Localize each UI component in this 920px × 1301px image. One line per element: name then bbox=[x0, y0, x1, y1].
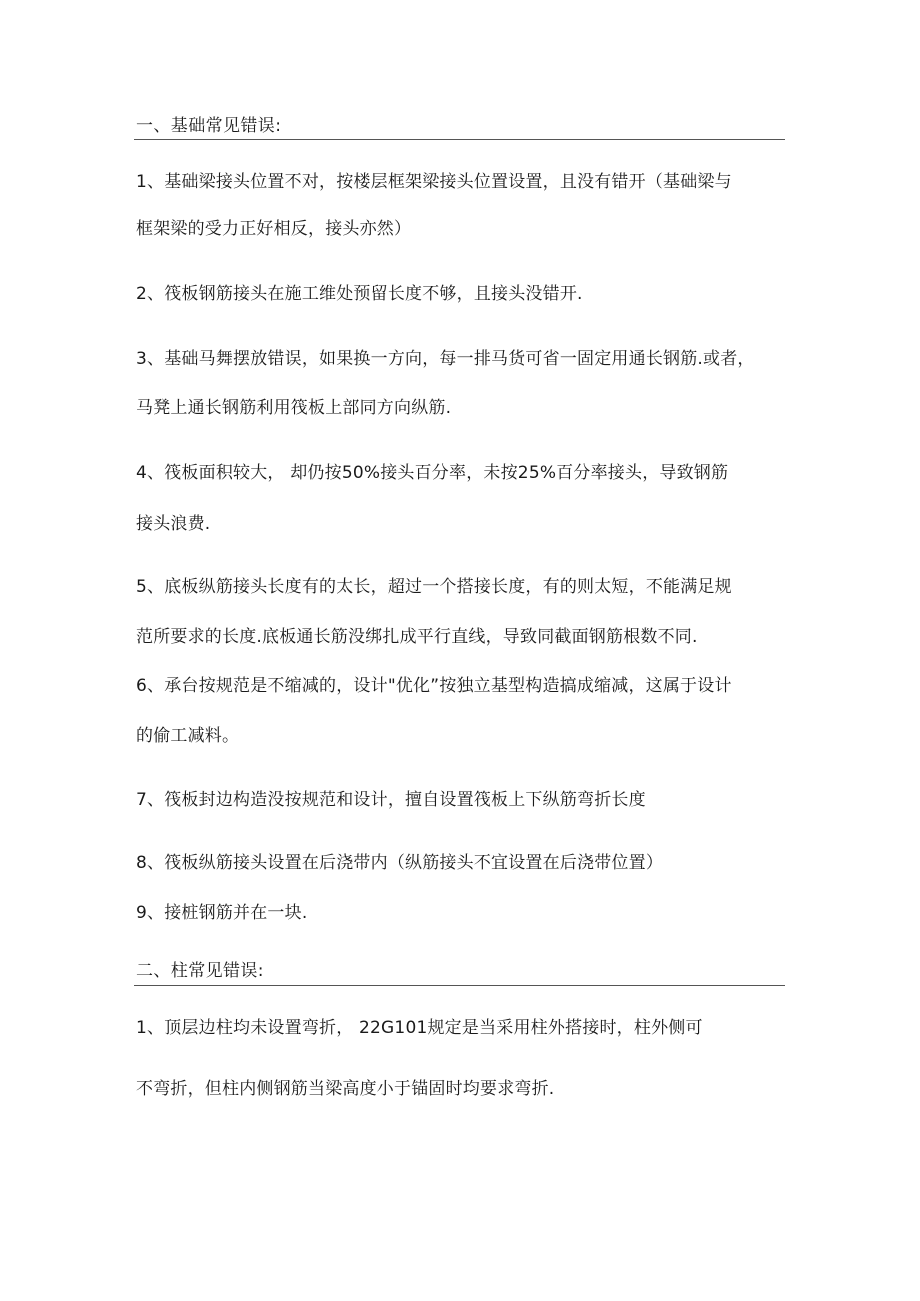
item-line: 的偷工减料。 bbox=[136, 726, 240, 746]
item-line: 范所要求的长度.底板通长筋没绑扎成平行直线，导致同截面钢筋根数不同. bbox=[136, 627, 698, 647]
section-1-heading: 一、基础常见错误: bbox=[136, 116, 282, 136]
section-1-rule bbox=[134, 139, 785, 140]
item-line: 6、承台按规范是不缩减的，设计"优化”按独立基型构造搞成缩减，这属于设计 bbox=[136, 676, 732, 696]
section-2-rule bbox=[134, 985, 785, 986]
section-2-heading: 二、柱常见错误: bbox=[136, 961, 264, 981]
item-line: 不弯折，但柱内侧钢筋当梁高度小于锚固时均要求弯折. bbox=[136, 1079, 555, 1099]
item-line: 7、筏板封边构造没按规范和设计，擅自设置筏板上下纵筋弯折长度 bbox=[136, 790, 646, 810]
item-line: 8、筏板纵筋接头设置在后浇带内（纵筋接头不宜设置在后浇带位置） bbox=[136, 853, 664, 873]
item-line: 3、基础马舞摆放错误，如果换一方向，每一排马货可省一固定用通长钢筋.或者， bbox=[136, 349, 755, 369]
item-line: 5、底板纵筋接头长度有的太长，超过一个搭接长度，有的则太短，不能满足规 bbox=[136, 577, 732, 597]
item-line: 1、基础梁接头位置不对，按楼层框架梁接头位置设置，且没有错开（基础梁与 bbox=[136, 172, 732, 192]
item-line: 2、筏板钢筋接头在施工维处预留长度不够，且接头没错开. bbox=[136, 284, 583, 304]
item-line: 框架梁的受力正好相反，接头亦然） bbox=[136, 219, 412, 239]
item-line: 接头浪费. bbox=[136, 514, 211, 534]
item-line: 1、顶层边柱均未设置弯折， 22G101规定是当采用柱外搭接时，柱外侧可 bbox=[136, 1018, 703, 1038]
item-line: 4、筏板面积较大， 却仍按50%接头百分率，未按25%百分率接头，导致钢筋 bbox=[136, 463, 729, 483]
item-line: 马凳上通长钢筋利用筏板上部同方向纵筋. bbox=[136, 398, 452, 418]
item-line: 9、接桩钢筋并在一块. bbox=[136, 903, 308, 923]
